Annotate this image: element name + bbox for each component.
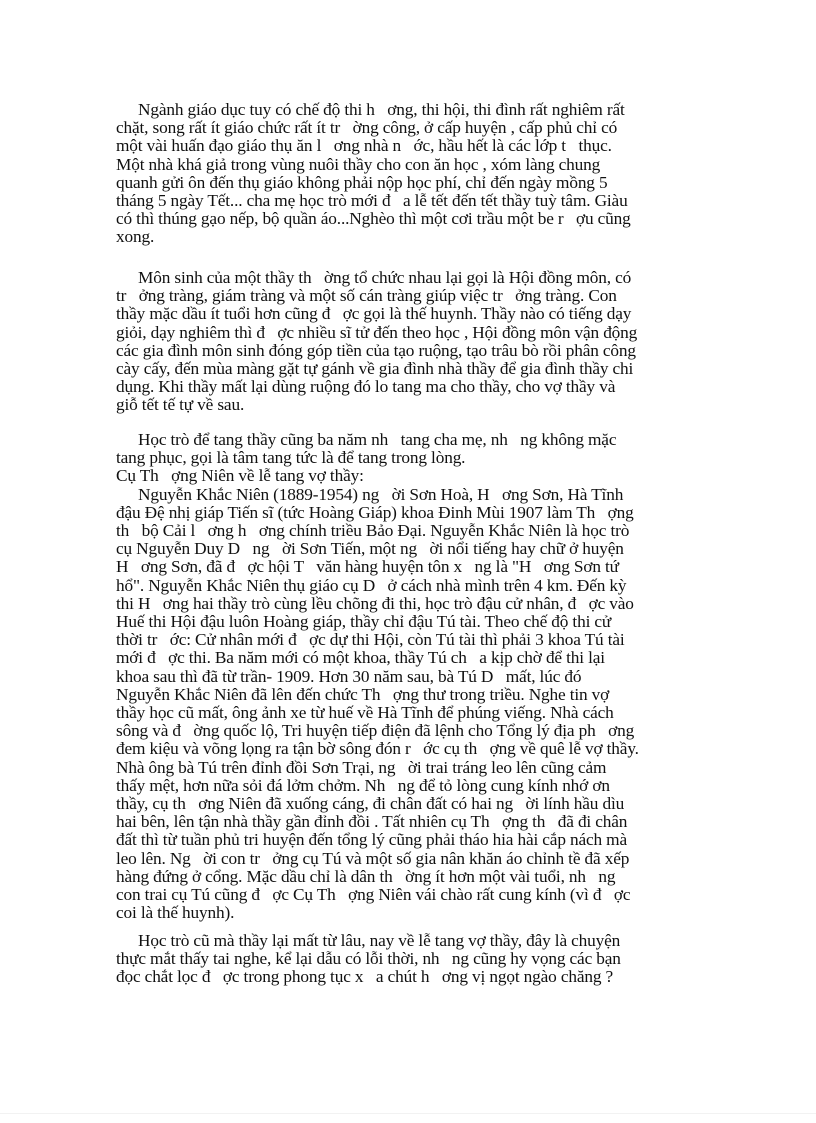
page-bottom-edge — [0, 1113, 816, 1114]
text-line: hàng đứng ở cổng. Mặc dầu chỉ là dân th ờng ít hơn một vài tuổi, nh ng — [116, 866, 616, 886]
paragraph-hoi-dong-mon — [116, 269, 696, 415]
text-line: một vài huấn đạo giáo thụ ăn l ơng nhà n ớc, hầu hết là các lớp t thục. — [116, 136, 612, 156]
text-line: tháng 5 ngày Tết... cha mẹ học trò mới đ a lễ tết đến tết thầy tuỳ tâm. Giàu — [116, 191, 628, 211]
text-line: Học trò để tang thầy cũng ba năm nh tang cha mẹ, nh ng không mặc — [138, 430, 617, 449]
text-line: thầy mặc dầu ít tuổi hơn cũng đ ợc gọi là thế huynh. Thầy nào có tiếng dạy — [116, 304, 632, 324]
text-line: đem kiệu và võng lọng ra tận bờ sông đón r ớc cụ th ợng về quê lễ vợ thầy. — [116, 739, 639, 759]
text-line: đậu Đệ nhị giáp Tiến sĩ (tức Hoàng Giáp) khoa Đinh Mùi 1907 làm Th ợng — [116, 502, 634, 522]
text-line: dụng. Khi thầy mất lại dùng ruộng đó lo tang ma cho thầy, cho vợ thầy và — [116, 377, 616, 397]
text-line: thực mắt thấy tai nghe, kể lại dẫu có lỗi thời, nh ng cũng hy vọng các bạn — [116, 949, 621, 969]
text-line: xong. — [116, 227, 155, 247]
text-line: tr ởng tràng, giám tràng và một số cán tràng giúp việc tr ởng tràng. Con — [116, 286, 617, 306]
text-line: đất thì từ tuần phủ tri huyện đến tổng lý cũng phải tháo hia hài cắp nách mà — [116, 830, 627, 850]
text-line: quanh gửi ôn đến thụ giáo không phải nộp học phí, chỉ đến ngày mồng 5 — [116, 172, 608, 192]
text-line: thầy học cũ mất, ông ảnh xe từ huế về Hà Tĩnh để phúng viếng. Nhà cách — [116, 703, 614, 723]
paragraph-tam-tang — [116, 431, 696, 922]
text-line: Ngành giáo dục tuy có chế độ thi h ơng, thi hội, thi đình rất nghiêm rất — [138, 100, 625, 119]
text-line: hổ". Nguyễn Khắc Niên thụ giáo cụ D ở cách nhà mình trên 4 km. Đến kỳ — [116, 575, 627, 595]
section-heading: Cụ Th ợng Niên về lễ tang vợ thầy: — [116, 466, 364, 486]
text-line: thi H ơng hai thầy trò cùng lều chõng đi thi, học trò đậu cử nhân, đ ợc vào — [116, 593, 634, 613]
text-line: Học trò cũ mà thầy lại mất từ lâu, nay về lễ tang vợ thầy, đây là chuyện — [138, 931, 621, 950]
text-line: khoa sau thì đã từ trần- 1909. Hơn 30 năm sau, bà Tú D mất, lúc đó — [116, 666, 582, 686]
text-line: cày cấy, đến mùa màng gặt tự gánh về gia đình nhà thầy để gia đình thầy chi — [116, 359, 634, 379]
text-line: thấy mệt, hơn nữa sỏi đá lởm chởm. Nh ng để tỏ lòng cung kính nhớ ơn — [116, 775, 610, 795]
text-line: các gia đình môn sinh đóng góp tiền của tạo ruộng, tạo trâu bò rồi phân công — [116, 340, 636, 360]
text-line: mới đ ợc thi. Ba năm mới có một khoa, thầy Tú ch a kịp chờ để thi lại — [116, 648, 605, 668]
text-line: thầy, cụ th ơng Niên đã xuống cáng, đi chân đất có hai ng ời lính hầu dìu — [116, 794, 625, 814]
text-line: Nhà ông bà Tú trên đỉnh đồi Sơn Trại, ng ời trai tráng leo lên cũng cảm — [116, 757, 607, 777]
text-line: đọc chắt lọc đ ợc trong phong tục x a chút h ơng vị ngọt ngào chăng ? — [116, 967, 614, 987]
text-line: Huế thi Hội đậu luôn Hoàng giáp, thầy chỉ đậu Tú tài. Theo chế độ thi cử — [116, 612, 612, 632]
paragraph-education-system — [116, 101, 696, 247]
text-line: Nguyễn Khắc Niên (1889-1954) ng ời Sơn Hoà, H ơng Sơn, Hà Tĩnh — [138, 484, 624, 504]
text-line: có thì thúng gạo nếp, bộ quần áo...Nghèo thì một cơi trầu một be r ợu cũng — [116, 209, 631, 229]
text-line: leo lên. Ng ời con tr ởng cụ Tú và một số gia nân khăn áo chỉnh tề đã xếp — [116, 848, 630, 868]
text-line: Môn sinh của một thầy th ờng tổ chức nhau lại gọi là Hội đồng môn, có — [138, 268, 632, 287]
text-line: tang phục, gọi là tâm tang tức là để tang trong lòng. — [116, 448, 466, 468]
text-line: sông và đ ờng quốc lộ, Tri huyện tiếp điện đã lệnh cho Tổng lý địa ph ơng — [116, 721, 635, 741]
paragraph-closing — [116, 932, 696, 987]
text-line: th bộ Cải l ơng h ơng chính triều Bảo Đại. Nguyễn Khắc Niên là học trò — [116, 521, 630, 541]
text-line: con trai cụ Tú cũng đ ợc Cụ Th ợng Niên vái chào rất cung kính (vì đ ợc — [116, 885, 631, 905]
text-line: giỏi, dạy nghiêm thì đ ợc nhiều sĩ tử đến theo học , Hội đồng môn vận động — [116, 322, 638, 342]
text-line: H ơng Sơn, đã đ ợc hội T văn hàng huyện tôn x ng là "H ơng Sơn tứ — [116, 557, 619, 577]
text-line: hai bên, lên tận nhà thầy gần đỉnh đồi . Tất nhiên cụ Th ợng th đã đi chân — [116, 812, 628, 832]
text-line: chặt, song rất ít giáo chức rất ít tr ờng công, ở cấp huyện , cấp phủ chỉ có — [116, 118, 618, 138]
text-line: thời tr ớc: Cử nhân mới đ ợc dự thi Hội, còn Tú tài thì phải 3 khoa Tú tài — [116, 630, 625, 650]
text-line: giỗ tết tế tự về sau. — [116, 395, 245, 415]
text-line: Một nhà khá giả trong vùng nuôi thầy cho con ăn học , xóm làng chung — [116, 154, 601, 174]
text-line: Nguyễn Khắc Niên đã lên đến chức Th ợng thư trong triều. Nghe tin vợ — [116, 684, 610, 704]
text-line: coi là thế huynh). — [116, 903, 235, 923]
text-line: cụ Nguyễn Duy D ng ời Sơn Tiến, một ng ời nổi tiếng hay chữ ở huyện — [116, 539, 624, 559]
